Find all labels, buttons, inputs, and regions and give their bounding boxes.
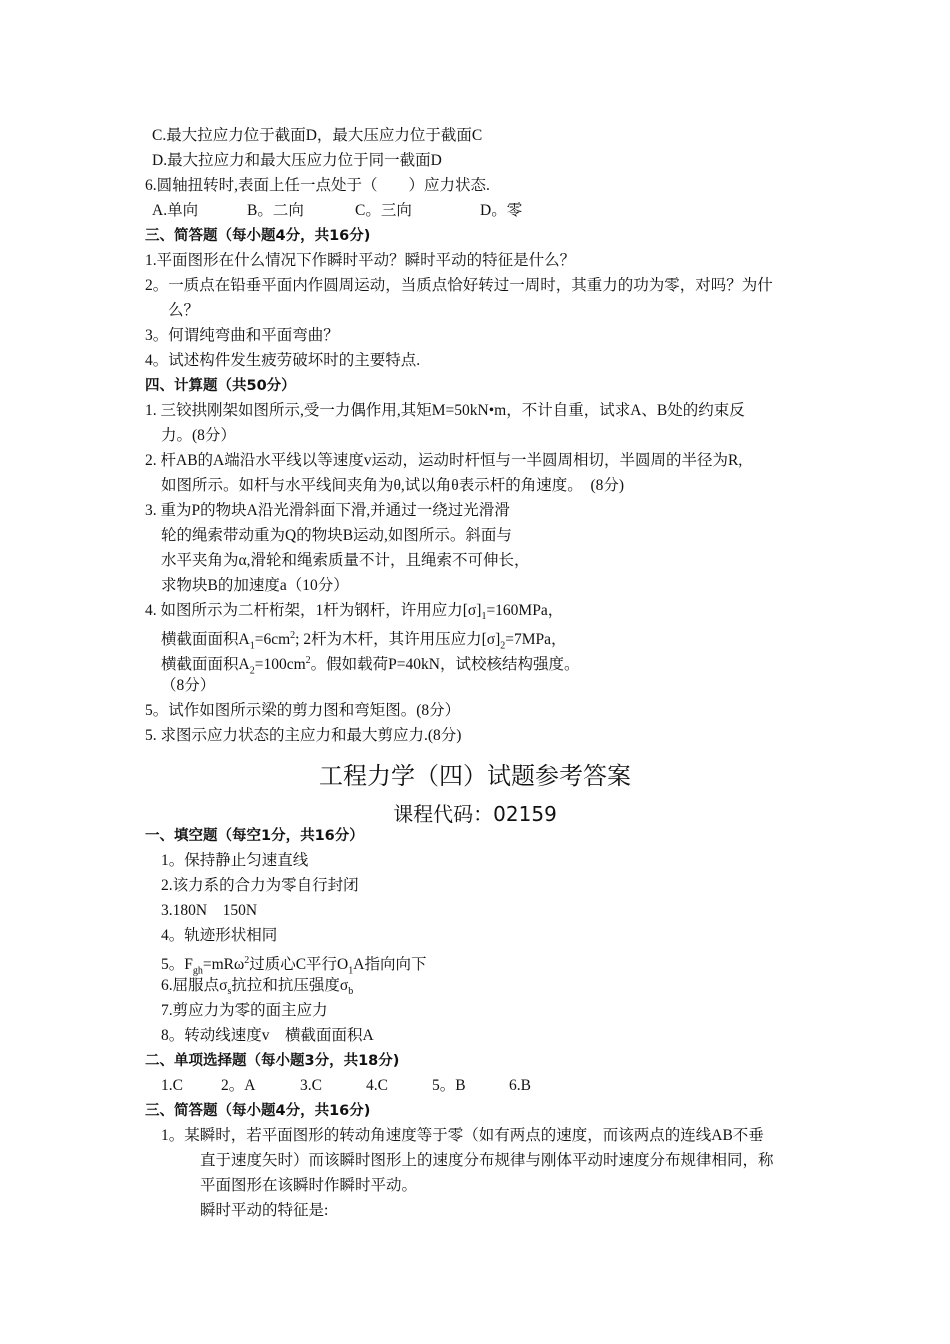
text: 。假如载荷P=40kN，试校核结构强度。 [310,656,580,674]
text: =7MPa， [505,631,567,649]
subscript: gh [192,965,203,977]
text: 5。F [161,956,193,974]
mc-answer-2: 2。A [221,1077,256,1094]
answers-title: 工程力学（四）试题参考答案 [319,762,631,790]
text: =6cm [254,631,291,649]
text: ; 2杆为木杆，其许用压应力[σ] [295,631,501,649]
subscript: 1 [249,640,255,652]
answer-1: 1。保持静止匀速直线 [161,852,309,869]
text: =mRω [202,956,245,974]
text: 横截面面积A [161,656,250,674]
text: A指向向下 [353,956,427,974]
text: 6.屈服点σ [161,977,228,994]
answer-6 [161,976,353,1002]
short-answer-1-line2: 直于速度矢时）而该瞬时图形上的速度分布规律与刚体平动时速度分布规律相同，称 [200,1152,774,1169]
calc-q6: 5. 求图示应力状态的主应力和最大剪应力.(8分) [145,727,462,744]
calc-q3-line4: 求物块B的加速度a（10分） [161,577,349,594]
calc-q4-line4: （8分） [161,677,216,694]
calc-q3-line2: 轮的绳索带动重为Q的物块B运动,如图所示。斜面与 [161,527,512,544]
calc-q2-line1: 2. 杆AB的A端沿水平线以等速度v运动，运动时杆恒与一半圆周相切，半圆周的半径为R, [145,452,743,469]
mc-answer-1: 1.C [161,1077,183,1094]
short-q4: 4。试述构件发生疲劳破坏时的主要特点. [145,352,421,369]
subscript: 1 [348,965,354,977]
answer-section-1-heading: 一、填空题（每空1分，共16分） [145,828,364,844]
superscript: 2 [305,655,311,666]
course-code: 课程代码：02159 [393,802,557,826]
answer-3: 3.180N 150N [161,902,258,919]
answer-4: 4。轨迹形状相同 [161,927,278,944]
text: =160MPa， [486,602,564,619]
option-d: D.最大拉应力和最大压应力位于同一截面D [152,152,442,169]
short-answer-1-line3: 平面图形在该瞬时作瞬时平动。 [200,1177,418,1194]
mc-answer-6: 6.B [509,1077,531,1094]
calc-q5: 5。试作如图所示梁的剪力图和弯矩图。(8分） [145,702,461,719]
text: 4. 如图所示为二杆桁架，1杆为钢杆，许用应力[σ] [145,602,482,619]
subscript: 2 [500,640,506,652]
q6-option-b: B。二向 [247,202,304,219]
subscript: s [227,986,232,998]
short-answer-1-line4: 瞬时平动的特征是: [200,1202,329,1219]
text: 横截面面积A [161,631,250,649]
calc-q2-line2: 如图所示。如杆与水平线间夹角为θ,试以角θ表示杆的角速度。 (8分) [161,477,625,494]
answer-2: 2.该力系的合力为零自行封闭 [161,877,359,894]
calc-q1-line1: 1. 三铰拱刚架如图所示,受一力偶作用,其矩M=50kN•m，不计自重，试求A、B处的约束反 [145,402,745,419]
subscript: 1 [481,611,487,623]
mc-answer-4: 4.C [366,1077,388,1094]
short-answer-1-line1: 1。某瞬时，若平面图形的转动角速度等于零（如有两点的速度，而该两点的连线AB不垂 [161,1127,764,1144]
text: 过质心C平行O [249,956,349,974]
calc-q1-line2: 力。(8分） [161,427,236,444]
section-4-heading: 四、计算题（共50分） [145,378,296,394]
superscript: 2 [290,630,296,641]
calc-q3-line1: 3. 重为P的物块A沿光滑斜面下滑,并通过一绕过光滑滑 [145,502,510,519]
section-3-heading: 三、简答题（每小题4分，共16分) [145,228,371,244]
calc-q3-line3: 水平夹角为α,滑轮和绳索质量不计，且绳索不可伸长， [161,552,530,569]
short-q3: 3。何谓纯弯曲和平面弯曲？ [145,327,339,344]
q6-option-a: A.单向 [152,202,199,219]
superscript: 2 [244,955,250,966]
mc-answer-3: 3.C [300,1077,322,1094]
subscript: 2 [249,665,255,677]
subscript: b [348,986,354,998]
short-q2-line1: 2。一质点在铅垂平面内作圆周运动，当质点恰好转过一周时，其重力的功为零，对吗？为什 [145,277,773,294]
calc-q4-line1 [145,601,563,627]
text: 抗拉和抗压强度σ [231,977,349,994]
text: =100cm [254,656,306,674]
question-6: 6.圆轴扭转时,表面上任一点处于（ ）应力状态. [145,177,490,194]
answer-section-2-heading: 二、单项选择题（每小题3分，共18分) [145,1053,400,1069]
calc-q4-line3 [161,651,579,681]
option-c: C.最大拉应力位于截面D，最大压应力位于截面C [152,127,483,144]
short-q2-line2: 么？ [168,302,200,319]
answer-7: 7.剪应力为零的面主应力 [161,1002,328,1019]
q6-option-c: C。三向 [355,202,412,219]
q6-option-d: D。零 [480,202,523,219]
answer-section-3-heading: 三、简答题（每小题4分，共16分) [145,1103,371,1119]
short-q1: 1.平面图形在什么情况下作瞬时平动？瞬时平动的特征是什么？ [145,252,576,269]
answer-8: 8。转动线速度v 横截面面积A [161,1027,374,1044]
mc-answer-5: 5。B [432,1077,466,1094]
